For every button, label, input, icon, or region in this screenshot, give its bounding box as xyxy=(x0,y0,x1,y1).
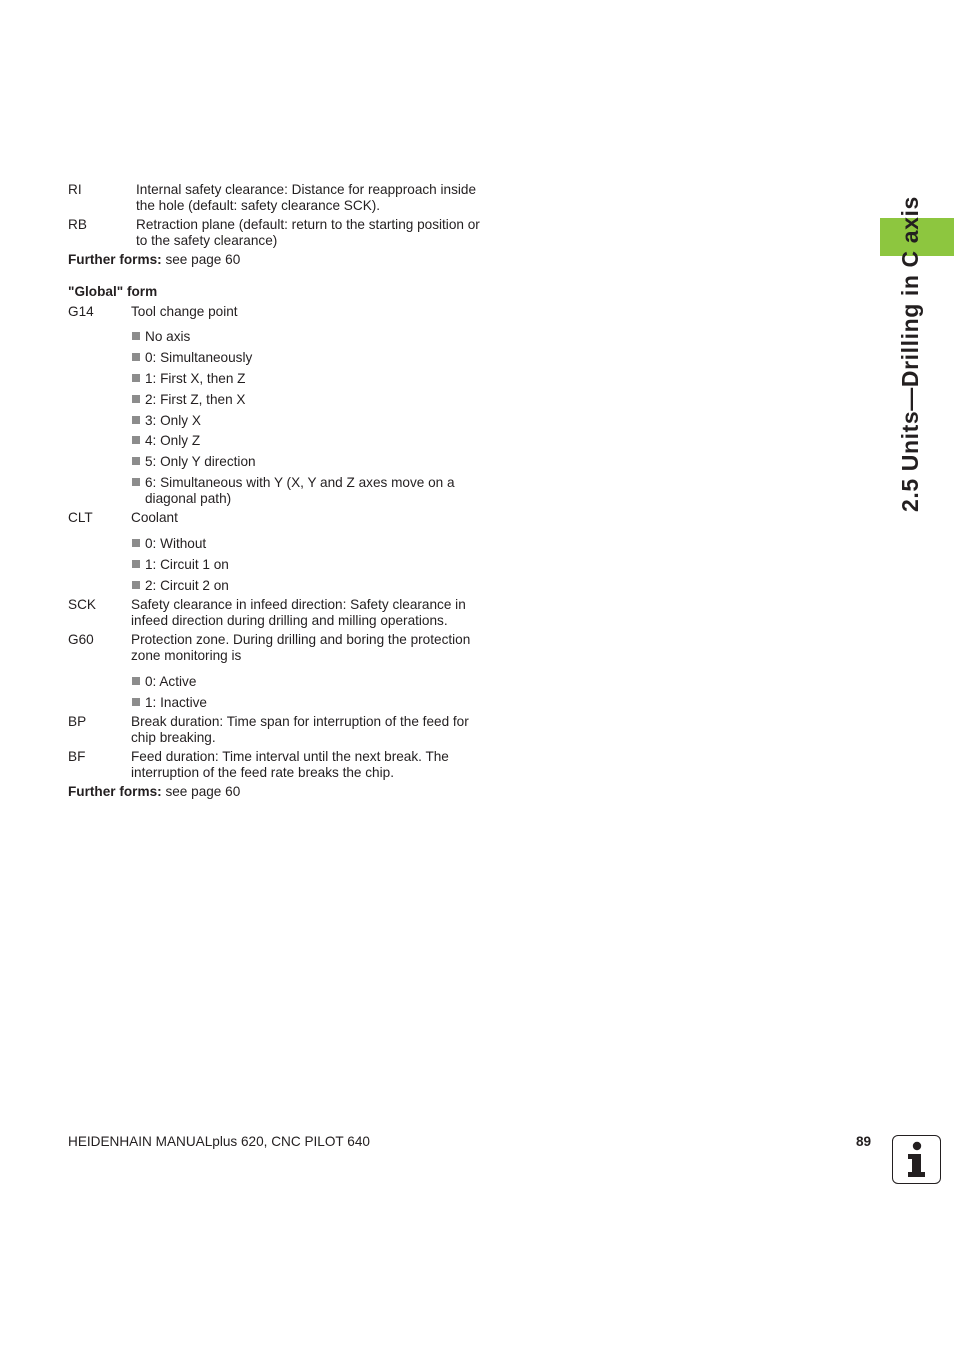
further-forms-2-label: Further forms: xyxy=(68,784,162,799)
footer-manual-title: HEIDENHAIN MANUALplus 620, CNC PILOT 640 xyxy=(68,1134,370,1149)
param-rb-name: RB xyxy=(68,217,87,232)
g60-option: 1: Inactive xyxy=(132,695,207,711)
bullet-square-icon xyxy=(132,539,140,547)
param-bf-desc-line-1: Feed duration: Time interval until the next break. The xyxy=(131,749,449,764)
page-number: 89 xyxy=(856,1134,872,1149)
info-icon xyxy=(892,1135,941,1184)
bullet-square-icon xyxy=(132,395,140,403)
g14-option: 1: First X, then Z xyxy=(132,371,245,387)
bullet-square-icon xyxy=(132,560,140,568)
further-forms-1-label: Further forms: xyxy=(68,252,162,267)
further-forms-2-link[interactable]: see page 60 xyxy=(165,784,241,799)
param-sck-name: SCK xyxy=(68,597,96,612)
param-bp-name: BP xyxy=(68,714,87,729)
param-clt-desc: Coolant xyxy=(131,510,178,525)
clt-option: 0: Without xyxy=(132,536,206,552)
param-ri-desc-line-1: Internal safety clearance: Distance for reapproach inside xyxy=(136,182,477,197)
param-bf-desc-line-2: interruption of the feed rate breaks the chip. xyxy=(131,765,394,780)
param-ri-name: RI xyxy=(68,182,82,197)
param-ri-desc-line-2: the hole (default: safety clearance SCK). xyxy=(136,198,381,213)
param-g60-name: G60 xyxy=(68,632,94,647)
param-rb-desc-line-1: Retraction plane (default: return to the starting position or xyxy=(136,217,480,232)
clt-option: 2: Circuit 2 on xyxy=(132,578,229,594)
param-g60-desc-line-1: Protection zone. During drilling and boring the protection xyxy=(131,632,471,647)
bullet-square-icon xyxy=(132,698,140,706)
bullet-square-icon xyxy=(132,416,140,424)
bullet-square-icon xyxy=(132,581,140,589)
chapter-side-title: 2.5 Units—Drilling in C axis xyxy=(897,196,923,512)
g14-option: No axis xyxy=(132,329,190,345)
further-forms-1-link[interactable]: see page 60 xyxy=(165,252,241,267)
param-g14-desc: Tool change point xyxy=(131,304,238,319)
g14-option: 4: Only Z xyxy=(132,433,200,449)
bullet-square-icon xyxy=(132,478,140,486)
g14-option: 5: Only Y direction xyxy=(132,454,256,470)
bullet-square-icon xyxy=(132,353,140,361)
bullet-square-icon xyxy=(132,332,140,340)
param-g60-desc-line-2: zone monitoring is xyxy=(131,648,242,663)
param-bf-name: BF xyxy=(68,749,86,764)
g14-option: 2: First Z, then X xyxy=(132,392,245,408)
g14-option: 3: Only X xyxy=(132,413,201,429)
param-clt-name: CLT xyxy=(68,510,93,525)
further-forms-2 xyxy=(68,784,240,800)
g14-option: 0: Simultaneously xyxy=(132,350,252,366)
param-sck-desc-line-2: infeed direction during drilling and milling operations. xyxy=(131,613,448,628)
param-sck-desc-line-1: Safety clearance in infeed direction: Safety clearance in xyxy=(131,597,466,612)
further-forms-1 xyxy=(68,252,240,268)
param-bp-desc-line-2: chip breaking. xyxy=(131,730,216,745)
global-form-heading: "Global" form xyxy=(68,284,158,299)
clt-option: 1: Circuit 1 on xyxy=(132,557,229,573)
bullet-square-icon xyxy=(132,374,140,382)
param-rb-desc-line-2: to the safety clearance) xyxy=(136,233,278,248)
g14-option-6: 6: Simultaneous with Y (X, Y and Z axes move on a diagonal path) xyxy=(132,475,455,507)
g60-option: 0: Active xyxy=(132,674,196,690)
bullet-square-icon xyxy=(132,677,140,685)
bullet-square-icon xyxy=(132,436,140,444)
param-bp-desc-line-1: Break duration: Time span for interruption of the feed for xyxy=(131,714,469,729)
bullet-square-icon xyxy=(132,457,140,465)
param-g14-name: G14 xyxy=(68,304,94,319)
